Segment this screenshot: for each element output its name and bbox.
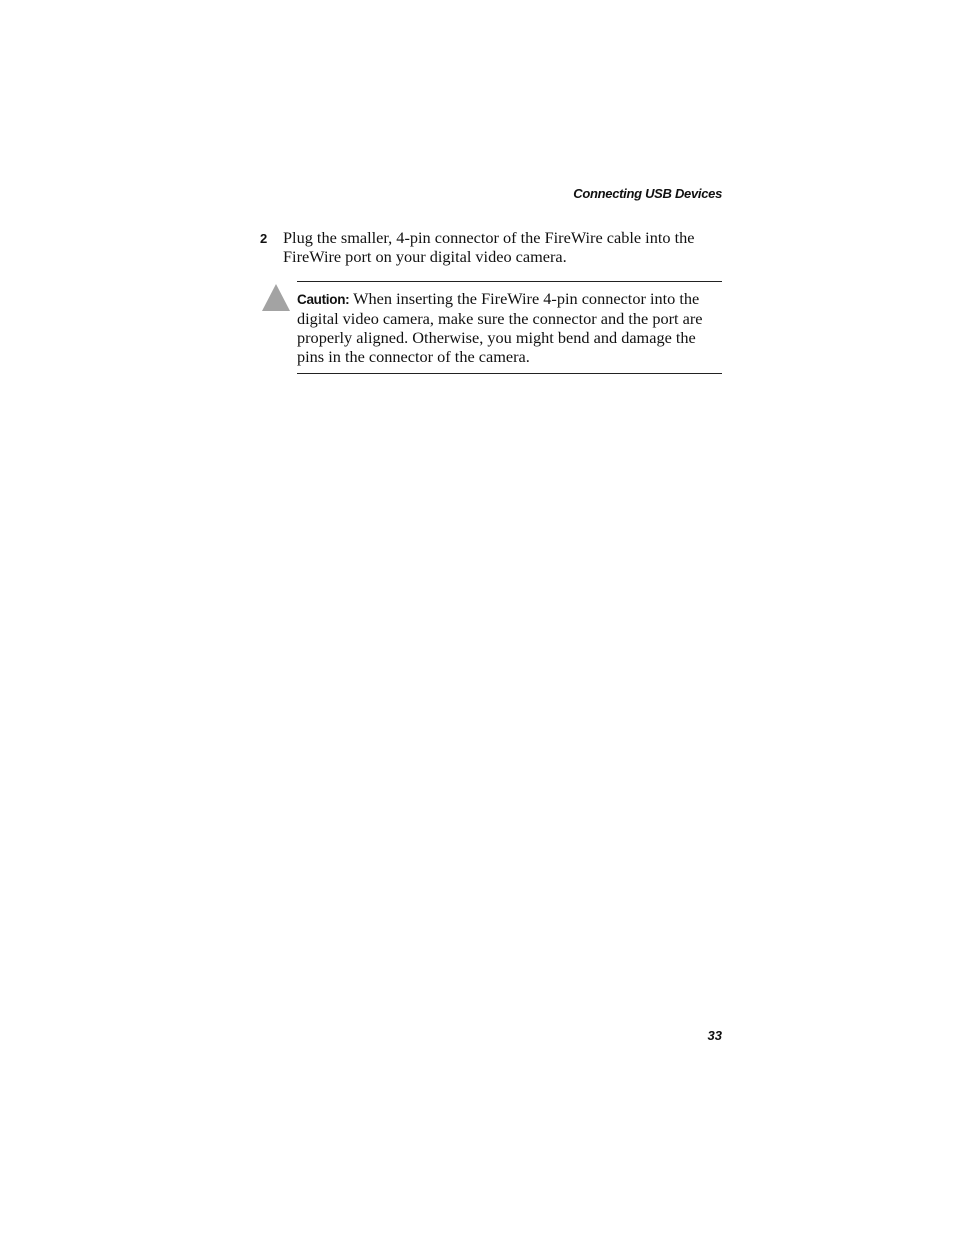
caution-body: When inserting the FireWire 4-pin connector into the digital video camera, make sure the connector and the port are properly aligned. Otherwise, you might bend and damage the pins in the connector of the camera. [297, 289, 703, 366]
warning-triangle-icon [262, 284, 290, 311]
caution-note [297, 281, 722, 374]
running-header-title: Connecting USB Devices [573, 186, 722, 201]
caution-text-block [297, 289, 725, 366]
page-number: 33 [707, 1028, 722, 1043]
step-number: 2 [260, 231, 268, 246]
caution-label: Caution: [297, 292, 350, 307]
step-text: Plug the smaller, 4-pin connector of the FireWire cable into the FireWire port on your digital video camera. [283, 228, 695, 266]
